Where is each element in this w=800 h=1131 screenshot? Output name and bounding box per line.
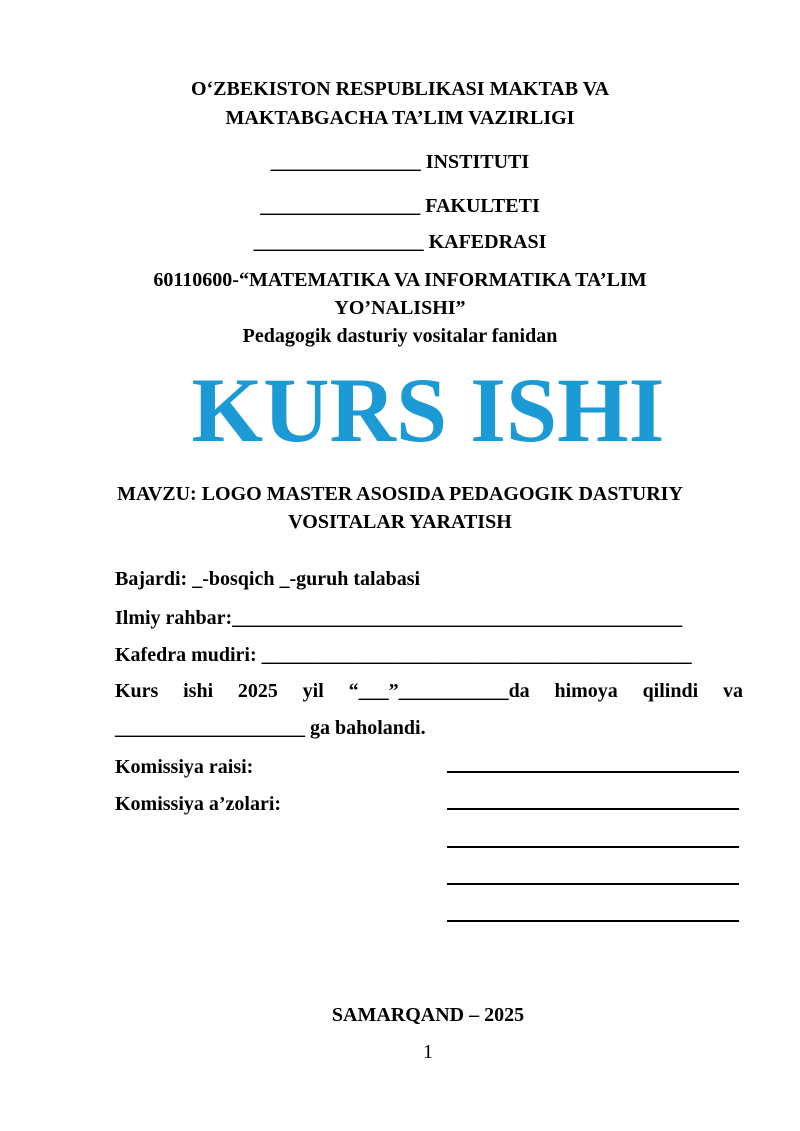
grade-line: ___________________ ga baholandi.: [115, 717, 426, 739]
program-line-1: 60110600-“MATEMATIKA VA INFORMATIKA TA’LIM: [153, 269, 647, 291]
defense-date-line: [115, 677, 743, 705]
ministry-line-2: MAKTABGACHA TA’LIM VAZIRLIGI: [225, 107, 575, 129]
subject-line: Pedagogik dasturiy vositalar fanidan: [242, 325, 558, 347]
page-number: 1: [423, 1041, 433, 1063]
commission-member-signature-line: [447, 920, 739, 922]
commission-members-label: Komissiya a’zolari:: [115, 793, 282, 815]
defense-word: va: [722, 680, 743, 702]
defense-word: Kurs: [115, 680, 159, 702]
program-line-2: YO’NALISHI”: [334, 297, 466, 319]
topic-line-1: MAVZU: LOGO MASTER ASOSIDA PEDAGOGIK DASTURIY: [117, 483, 683, 505]
commission-member-signature-line: [447, 846, 739, 848]
commission-chair-signature-line: [447, 771, 739, 773]
defense-word: qilindi: [642, 680, 699, 702]
topic-line-2: VOSITALAR YARATISH: [288, 511, 512, 533]
commission-member-signature-line: [447, 808, 739, 810]
commission-chair-label: Komissiya raisi:: [115, 756, 254, 778]
defense-word: “___”___________da: [348, 680, 530, 702]
department-line: _________________ KAFEDRASI: [253, 231, 547, 253]
department-head: Kafedra mudiri: ___________________________________________: [115, 644, 692, 666]
institute-line: _______________ INSTITUTI: [270, 151, 530, 173]
document-title: KURS ISHI: [191, 359, 665, 461]
defense-word: himoya: [554, 680, 618, 702]
performed-by: Bajardi: _-bosqich _-guruh talabasi: [115, 568, 421, 590]
ministry-line-1: O‘ZBEKISTON RESPUBLIKASI MAKTAB VA: [190, 78, 610, 100]
defense-word: ishi: [183, 680, 214, 702]
commission-member-signature-line: [447, 883, 739, 885]
city-year: SAMARQAND – 2025: [331, 1004, 525, 1026]
faculty-line: ________________ FAKULTETI: [260, 195, 540, 217]
scientific-advisor: Ilmiy rahbar:_____________________________________________: [115, 607, 683, 629]
defense-word: 2025: [237, 680, 278, 702]
defense-word: yil: [302, 680, 324, 702]
